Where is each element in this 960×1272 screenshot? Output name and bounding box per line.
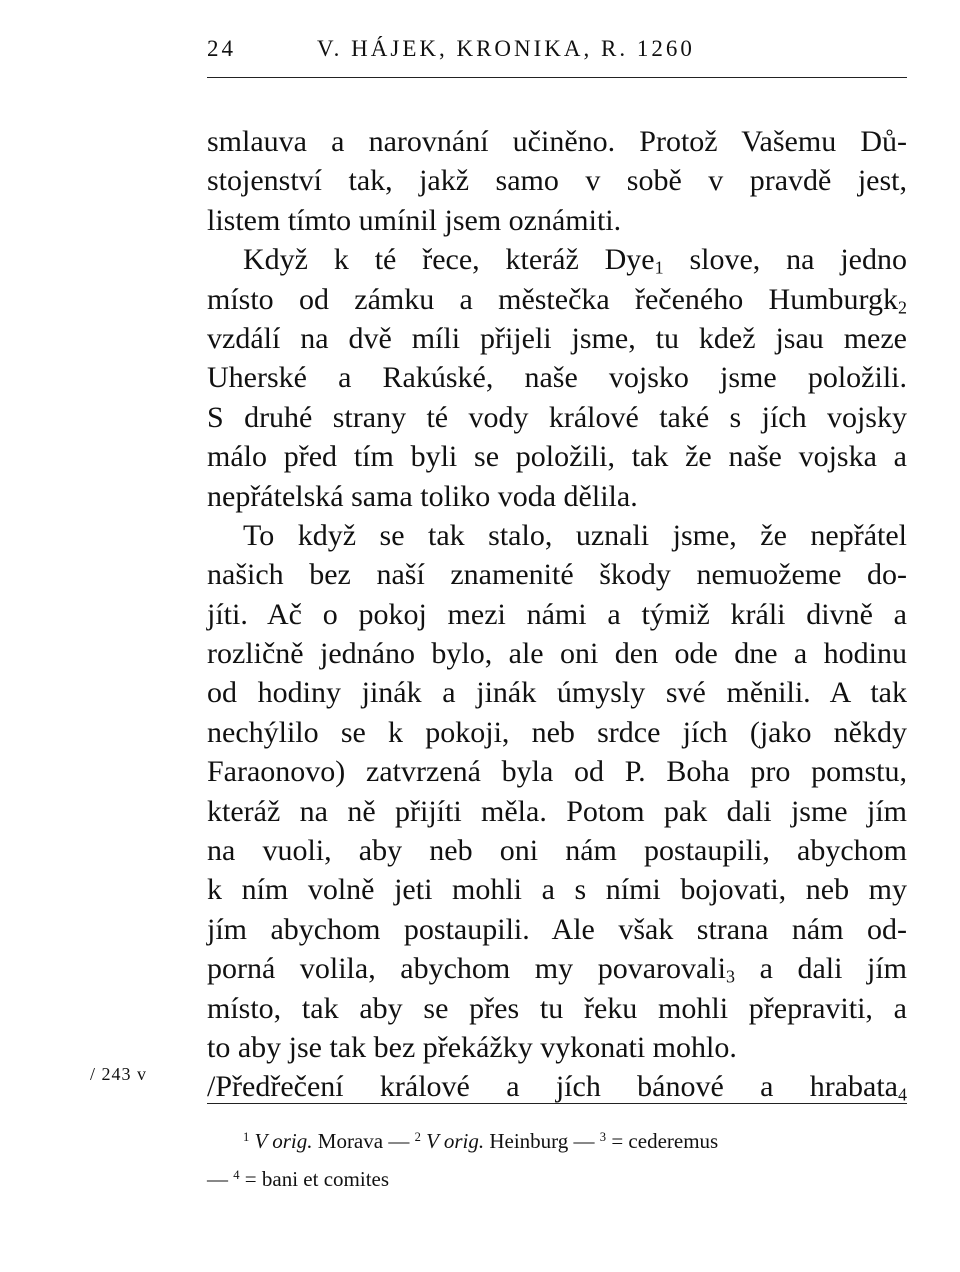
text-line: místo, tak aby se přes tu řeku mohli přepraviti, a [207,991,907,1025]
text-segment: porná volila, abychom my povarovali [207,952,726,986]
text-line: na vuoli, aby neb oni nám postaupili, abychom [207,834,907,868]
text-line: S druhé strany té vody králové také s jích vojsky [207,400,907,434]
text-segment: místo od zámku a městečka řečeného Humburgk [207,282,898,316]
page-number: 24 [207,36,236,61]
text-line: málo před tím byli se položili, tak že naše vojska a [207,440,907,474]
footnote-text: = bani et comites [239,1167,390,1191]
text-line: stojenství tak, jakž samo v sobě v pravdě jest, [207,164,907,198]
footnote-dash: — [207,1167,234,1191]
footnotes [207,1122,907,1198]
footnote-ref: 3 [726,966,735,987]
footnote-number: 2 [414,1130,421,1145]
text-line: k ním volně jeti mohli a s ními bojovati, neb my [207,873,907,907]
text-line: jíti. Ač o pokoj mezi námi a týmiž králi divně a [207,597,907,631]
footnote-line [207,1160,907,1198]
text-line: nepřátelská sama toliko voda dělila. [207,479,638,513]
running-header [207,36,907,76]
footnote-text: = cederemus [606,1129,719,1153]
text-line: to aby jse tak bez překážky vykonati mohlo. [207,1030,737,1064]
footnote-ref: 4 [898,1084,907,1105]
text-line: To když se tak stalo, uznali jsme, že nepřátel [243,518,907,552]
text-line: rozličně jednáno bylo, ale oni den ode dne a hodinu [207,637,907,671]
footnote-text: Heinburg — [484,1129,600,1153]
footnote-number: 1 [243,1130,250,1145]
text-line [207,280,907,319]
text-line: kteráž na ně přijíti měla. Potom pak dali jsme jím [207,794,907,828]
footnote-italic: V orig. [426,1129,485,1153]
footnote-ref: 2 [898,297,907,318]
footnote-ref: 1 [654,257,664,278]
footnote-number: 3 [599,1130,607,1145]
text-line [207,949,907,988]
body-text [207,122,907,1107]
text-line: smlauva a narovnání učiněno. Protož Vašemu Dů- [207,125,907,158]
footnote-italic: V orig. [254,1129,313,1153]
text-line: Faraonovo) zatvrzená byla od P. Boha pro pomstu, [207,755,907,789]
text-line: Uherské a Rakúské, naše vojsko jsme položili. [207,361,907,395]
running-title: V. HÁJEK, KRONIKA, R. 1260 [317,36,695,61]
footnote-rule [207,1103,907,1104]
text-segment: a dali jím [735,952,908,986]
margin-folio-note: / 243 v [90,1064,148,1084]
text-line: našich bez naší znamenité škody nemuožeme do- [207,558,907,592]
text-segment: slove, na jedno [663,243,907,277]
footnote-number: 4 [233,1168,240,1183]
text-segment: /Předřečení králové a jích bánové a hrabata [207,1070,898,1104]
text-segment: Když k té řece, kteráž Dye [243,243,655,277]
text-line: listem tímto umínil jsem oznámiti. [207,203,622,237]
footnote-text: Morava — [312,1129,415,1153]
text-line [207,1067,907,1106]
text-line: jím abychom postaupili. Ale však strana nám od- [207,912,907,946]
text-line [207,240,907,279]
header-rule [207,77,907,78]
text-line: nechýlilo se k pokoji, neb srdce jích (jako někdy [207,715,907,749]
footnote-line [207,1122,907,1160]
text-line: vzdálí na dvě míli přijeli jsme, tu kdež jsau meze [207,321,907,355]
text-line: od hodiny jinák a jinák úmysly své měnili. A tak [207,676,907,710]
